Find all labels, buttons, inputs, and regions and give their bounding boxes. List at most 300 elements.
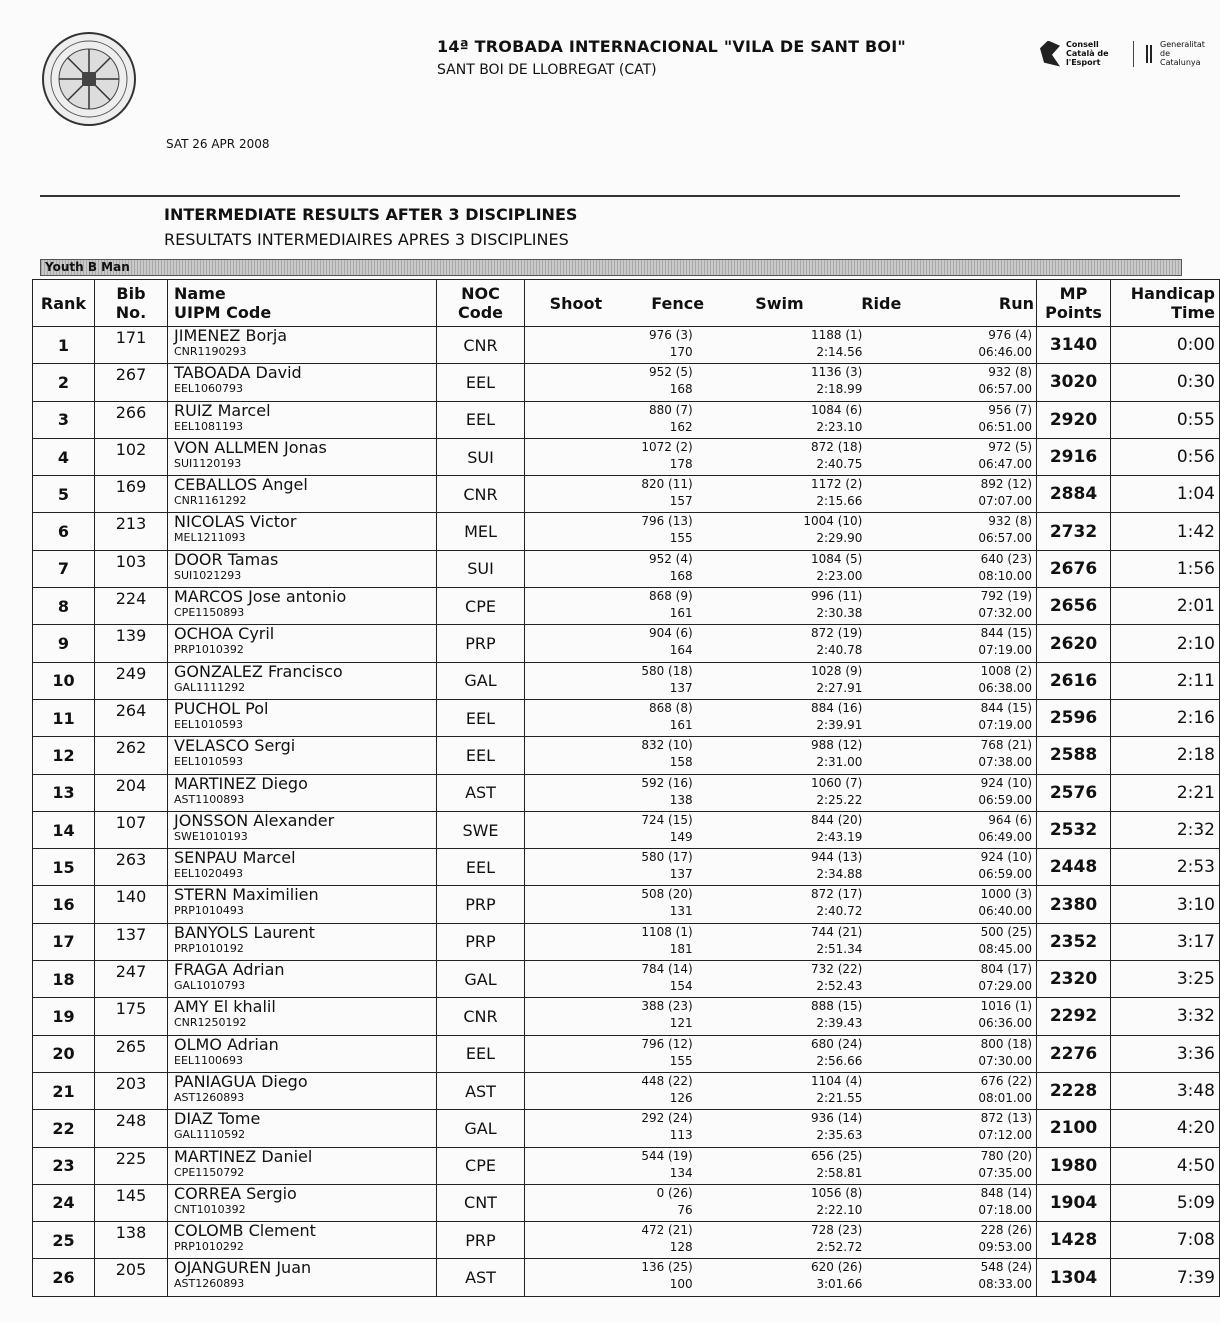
run-result: 780 (20) 07:35.00 [978, 1148, 1033, 1180]
shoot-result: 868 (9) 161 [648, 589, 693, 621]
swim-result: 1136 (3) 2:18.99 [810, 365, 863, 397]
handicap-cell: 0:55 [1111, 401, 1220, 438]
mp-points-cell: 2588 [1037, 737, 1111, 774]
federation-logo [40, 30, 138, 128]
name-cell [168, 588, 437, 625]
mp-points-cell: 2228 [1037, 1072, 1111, 1109]
uipm-code: CPE1150893 [174, 606, 245, 620]
handicap-cell: 4:20 [1111, 1110, 1220, 1147]
shoot-result: 448 (22) 126 [641, 1073, 693, 1105]
uipm-code: PRP1010493 [174, 904, 244, 918]
rank-cell: 1 [33, 327, 95, 364]
bib-cell: 140 [95, 886, 168, 923]
mp-points-cell: 2620 [1037, 625, 1111, 662]
mp-points-cell: 2916 [1037, 438, 1111, 475]
athlete-name: VON ALLMEN Jonas [174, 437, 327, 457]
athlete-name: AMY El khalil [174, 997, 276, 1017]
col-handicap: Handicap Time [1111, 280, 1220, 327]
mp-points-cell: 2676 [1037, 550, 1111, 587]
mp-points-cell: 3140 [1037, 327, 1111, 364]
athlete-name: DIAZ Tome [174, 1109, 261, 1129]
noc-cell: SWE [437, 811, 525, 848]
uipm-code: GAL1010793 [174, 979, 246, 993]
shoot-result: 820 (11) 157 [641, 477, 693, 509]
noc-cell: EEL [437, 737, 525, 774]
name-cell [168, 1035, 437, 1072]
noc-cell: CPE [437, 1147, 525, 1184]
name-cell [168, 923, 437, 960]
run-result: 848 (14) 07:18.00 [978, 1185, 1033, 1217]
mp-points-cell: 2616 [1037, 662, 1111, 699]
noc-cell: GAL [437, 961, 525, 998]
table-row [33, 1222, 1220, 1259]
results-table [32, 279, 1220, 1297]
run-result: 964 (6) 06:49.00 [978, 812, 1033, 844]
athlete-name: MARTINEZ Diego [174, 773, 308, 793]
shoot-result: 1108 (1) 181 [641, 924, 693, 956]
table-row [33, 886, 1220, 923]
run-result: 844 (15) 07:19.00 [978, 626, 1033, 658]
col-disciplines [525, 280, 1037, 327]
table-row [33, 737, 1220, 774]
shoot-result: 508 (20) 131 [641, 887, 693, 919]
shoot-result: 784 (14) 154 [641, 962, 693, 994]
run-result: 792 (19) 07:32.00 [978, 589, 1033, 621]
shoot-result: 796 (12) 155 [641, 1036, 693, 1068]
table-row [33, 1110, 1220, 1147]
run-result: 976 (4) 06:46.00 [978, 328, 1033, 359]
run-result: 932 (8) 06:57.00 [978, 365, 1033, 397]
run-result: 956 (7) 06:51.00 [978, 402, 1033, 434]
uipm-code: EEL1060793 [174, 382, 244, 396]
noc-cell: AST [437, 1259, 525, 1296]
run-result: 676 (22) 08:01.00 [978, 1073, 1033, 1105]
run-result: 640 (23) 08:10.00 [978, 551, 1033, 583]
uipm-code: AST1100893 [174, 792, 245, 806]
uipm-code: CNT1010392 [174, 1202, 246, 1216]
col-swim: Swim [755, 293, 804, 313]
handicap-cell: 7:08 [1111, 1222, 1220, 1259]
mp-points-cell: 2732 [1037, 513, 1111, 550]
bib-cell: 213 [95, 513, 168, 550]
swim-result: 1104 (4) 2:21.55 [810, 1073, 863, 1105]
shoot-result: 904 (6) 164 [648, 626, 693, 658]
shoot-result: 952 (4) 168 [648, 551, 693, 583]
noc-cell: CNR [437, 998, 525, 1035]
shoot-result: 0 (26) 76 [656, 1185, 693, 1217]
handicap-cell: 3:25 [1111, 961, 1220, 998]
bib-cell: 137 [95, 923, 168, 960]
handicap-cell: 3:17 [1111, 923, 1220, 960]
mp-points-cell: 1980 [1037, 1147, 1111, 1184]
discipline-cell [525, 401, 1037, 438]
shoot-result: 952 (5) 168 [648, 365, 693, 397]
swim-result: 728 (23) 2:52.72 [810, 1223, 863, 1255]
handicap-cell: 2:53 [1111, 849, 1220, 886]
athlete-name: JIMENEZ Borja [174, 326, 288, 345]
uipm-code: AST1260893 [174, 1277, 245, 1291]
swim-result: 996 (11) 2:30.38 [810, 589, 863, 621]
table-row [33, 1072, 1220, 1109]
noc-cell: EEL [437, 364, 525, 401]
mp-points-cell: 2920 [1037, 401, 1111, 438]
name-cell [168, 1222, 437, 1259]
swim-result: 1084 (5) 2:23.00 [810, 551, 863, 583]
handicap-cell: 0:56 [1111, 438, 1220, 475]
col-shoot: Shoot [549, 293, 603, 313]
run-result: 1008 (2) 06:38.00 [978, 663, 1033, 695]
name-cell [168, 476, 437, 513]
bib-cell: 204 [95, 774, 168, 811]
shoot-result: 868 (8) 161 [648, 700, 693, 732]
run-result: 228 (26) 09:53.00 [978, 1223, 1033, 1255]
handicap-cell: 2:18 [1111, 737, 1220, 774]
handicap-cell: 3:48 [1111, 1072, 1220, 1109]
bib-cell: 264 [95, 699, 168, 736]
uipm-code: CNR1190293 [174, 345, 247, 358]
noc-cell: MEL [437, 513, 525, 550]
rank-cell: 20 [33, 1035, 95, 1072]
athlete-name: GONZALEZ Francisco [174, 661, 343, 681]
rank-cell: 17 [33, 923, 95, 960]
name-cell [168, 1147, 437, 1184]
discipline-cell [525, 476, 1037, 513]
rank-cell: 6 [33, 513, 95, 550]
athlete-name: RUIZ Marcel [174, 400, 271, 420]
shoot-result: 592 (16) 138 [641, 775, 693, 807]
name-cell [168, 886, 437, 923]
bib-cell: 249 [95, 662, 168, 699]
bib-cell: 171 [95, 327, 168, 364]
table-row [33, 625, 1220, 662]
uipm-code: CNR1161292 [174, 494, 247, 508]
rank-cell: 9 [33, 625, 95, 662]
shoot-result: 472 (21) 128 [641, 1223, 693, 1255]
handicap-cell: 7:39 [1111, 1259, 1220, 1296]
run-result: 844 (15) 07:19.00 [978, 700, 1033, 732]
bib-cell: 262 [95, 737, 168, 774]
name-cell [168, 774, 437, 811]
handicap-cell: 1:04 [1111, 476, 1220, 513]
discipline-cell [525, 1222, 1037, 1259]
noc-cell: CNT [437, 1184, 525, 1221]
discipline-cell [525, 961, 1037, 998]
discipline-cell [525, 625, 1037, 662]
rank-cell: 13 [33, 774, 95, 811]
col-noc: NOC Code [437, 280, 525, 327]
col-bib: Bib No. [95, 280, 168, 327]
uipm-code: EEL1081193 [174, 419, 244, 433]
discipline-cell [525, 364, 1037, 401]
discipline-cell [525, 1184, 1037, 1221]
rank-cell: 4 [33, 438, 95, 475]
mp-points-cell: 1904 [1037, 1184, 1111, 1221]
handicap-cell: 2:01 [1111, 588, 1220, 625]
table-row [33, 774, 1220, 811]
rank-cell: 18 [33, 961, 95, 998]
rank-cell: 7 [33, 550, 95, 587]
uipm-code: PRP1010392 [174, 643, 244, 657]
col-run: Run [998, 293, 1034, 313]
run-result: 892 (12) 07:07.00 [978, 477, 1033, 509]
category-label: Youth B Man [45, 260, 130, 274]
discipline-cell [525, 1072, 1037, 1109]
bib-cell: 265 [95, 1035, 168, 1072]
uipm-code: GAL1110592 [174, 1128, 246, 1142]
handicap-cell: 1:42 [1111, 513, 1220, 550]
run-result: 924 (10) 06:59.00 [978, 775, 1033, 807]
athlete-name: VELASCO Sergi [174, 736, 296, 756]
athlete-name: COLOMB Clement [174, 1221, 316, 1241]
run-result: 932 (8) 06:57.00 [978, 514, 1033, 546]
noc-cell: PRP [437, 886, 525, 923]
discipline-cell [525, 811, 1037, 848]
uipm-code: PRP1010192 [174, 941, 244, 955]
rank-cell: 10 [33, 662, 95, 699]
table-row [33, 699, 1220, 736]
handicap-cell: 3:10 [1111, 886, 1220, 923]
swim-result: 936 (14) 2:35.63 [810, 1111, 863, 1143]
generalitat-logo-icon [1146, 45, 1154, 63]
uipm-code: PRP1010292 [174, 1240, 244, 1254]
sponsor-divider [1133, 41, 1134, 67]
uipm-code: CNR1250192 [174, 1016, 247, 1030]
bib-cell: 102 [95, 438, 168, 475]
table-row [33, 327, 1220, 364]
name-cell [168, 327, 437, 364]
shoot-result: 880 (7) 162 [648, 402, 693, 434]
col-rank: Rank [33, 280, 95, 327]
uipm-code: SUI1021293 [174, 568, 242, 582]
athlete-name: FRAGA Adrian [174, 960, 285, 980]
name-cell [168, 1184, 437, 1221]
handicap-cell: 2:10 [1111, 625, 1220, 662]
noc-cell: PRP [437, 625, 525, 662]
results-title: INTERMEDIATE RESULTS AFTER 3 DISCIPLINES [164, 205, 578, 224]
shoot-result: 388 (23) 121 [641, 999, 693, 1031]
run-result: 972 (5) 06:47.00 [978, 439, 1033, 471]
bib-cell: 203 [95, 1072, 168, 1109]
mp-points-cell: 1304 [1037, 1259, 1111, 1296]
bib-cell: 138 [95, 1222, 168, 1259]
swim-result: 872 (19) 2:40.78 [810, 626, 863, 658]
noc-cell: PRP [437, 923, 525, 960]
shoot-result: 544 (19) 134 [641, 1148, 693, 1180]
name-cell [168, 662, 437, 699]
run-result: 1016 (1) 06:36.00 [978, 999, 1033, 1031]
shoot-result: 580 (18) 137 [641, 663, 693, 695]
sponsor-logos [1040, 40, 1205, 67]
swim-result: 656 (25) 2:58.81 [810, 1148, 863, 1180]
category-band [40, 259, 1182, 276]
table-row [33, 662, 1220, 699]
athlete-name: OCHOA Cyril [174, 624, 275, 644]
sponsor-1: Consell Català de l'Esport [1066, 40, 1109, 67]
table-row [33, 513, 1220, 550]
swim-result: 872 (18) 2:40.75 [810, 439, 863, 471]
name-cell [168, 737, 437, 774]
mp-points-cell: 2596 [1037, 699, 1111, 736]
shoot-result: 976 (3) 170 [648, 328, 693, 359]
name-cell [168, 1110, 437, 1147]
col-ride: Ride [861, 293, 902, 313]
rank-cell: 12 [33, 737, 95, 774]
table-row [33, 811, 1220, 848]
discipline-cell [525, 774, 1037, 811]
rank-cell: 11 [33, 699, 95, 736]
discipline-cell [525, 588, 1037, 625]
bib-cell: 224 [95, 588, 168, 625]
bib-cell: 107 [95, 811, 168, 848]
rank-cell: 5 [33, 476, 95, 513]
mp-points-cell: 1428 [1037, 1222, 1111, 1259]
rank-cell: 14 [33, 811, 95, 848]
name-cell [168, 625, 437, 662]
handicap-cell: 4:50 [1111, 1147, 1220, 1184]
athlete-name: OJANGUREN Juan [174, 1258, 312, 1278]
mp-points-cell: 2352 [1037, 923, 1111, 960]
bib-cell: 145 [95, 1184, 168, 1221]
swim-result: 872 (17) 2:40.72 [810, 887, 863, 919]
noc-cell: SUI [437, 550, 525, 587]
shoot-result: 1072 (2) 178 [641, 439, 693, 471]
run-result: 872 (13) 07:12.00 [978, 1111, 1033, 1143]
athlete-name: MARCOS Jose antonio [174, 587, 347, 607]
noc-cell: AST [437, 774, 525, 811]
table-row [33, 1184, 1220, 1221]
shoot-result: 136 (25) 100 [641, 1260, 693, 1292]
noc-cell: EEL [437, 401, 525, 438]
discipline-cell [525, 1147, 1037, 1184]
bib-cell: 266 [95, 401, 168, 438]
header-divider [40, 195, 1180, 197]
col-name: Name UIPM Code [168, 280, 437, 327]
table-row [33, 849, 1220, 886]
run-result: 800 (18) 07:30.00 [978, 1036, 1033, 1068]
sponsor-2: Generalitat de Catalunya [1160, 40, 1205, 67]
rank-cell: 26 [33, 1259, 95, 1296]
uipm-code: EEL1100693 [174, 1053, 244, 1067]
rank-cell: 24 [33, 1184, 95, 1221]
shoot-result: 796 (13) 155 [641, 514, 693, 546]
col-fence: Fence [651, 293, 705, 313]
noc-cell: SUI [437, 438, 525, 475]
noc-cell: EEL [437, 849, 525, 886]
swim-result: 1056 (8) 2:22.10 [810, 1185, 863, 1217]
name-cell [168, 811, 437, 848]
discipline-cell [525, 1259, 1037, 1296]
swim-result: 1172 (2) 2:15.66 [810, 477, 863, 509]
handicap-cell: 1:56 [1111, 550, 1220, 587]
run-result: 500 (25) 08:45.00 [978, 924, 1033, 956]
noc-cell: EEL [437, 699, 525, 736]
rank-cell: 19 [33, 998, 95, 1035]
handicap-cell: 5:09 [1111, 1184, 1220, 1221]
uipm-code: EEL1020493 [174, 867, 244, 881]
name-cell [168, 364, 437, 401]
run-result: 1000 (3) 06:40.00 [978, 887, 1033, 919]
swim-result: 844 (20) 2:43.19 [810, 812, 863, 844]
consell-logo-icon [1040, 41, 1060, 67]
table-row [33, 923, 1220, 960]
bib-cell: 248 [95, 1110, 168, 1147]
noc-cell: CPE [437, 588, 525, 625]
event-title: 14ª TROBADA INTERNACIONAL "VILA DE SANT BOI" [437, 37, 906, 56]
uipm-code: SUI1120193 [174, 456, 242, 470]
bib-cell: 225 [95, 1147, 168, 1184]
athlete-name: OLMO Adrian [174, 1034, 279, 1054]
name-cell [168, 699, 437, 736]
swim-result: 680 (24) 2:56.66 [810, 1036, 863, 1068]
swim-result: 988 (12) 2:31.00 [810, 738, 863, 770]
discipline-cell [525, 998, 1037, 1035]
athlete-name: SENPAU Marcel [174, 848, 296, 868]
noc-cell: GAL [437, 1110, 525, 1147]
uipm-code: CPE1150792 [174, 1165, 245, 1179]
table-row [33, 476, 1220, 513]
swim-result: 620 (26) 3:01.66 [810, 1260, 863, 1292]
athlete-name: STERN Maximilien [174, 885, 319, 905]
swim-result: 1028 (9) 2:27.91 [810, 663, 863, 695]
athlete-name: DOOR Tamas [174, 549, 279, 569]
mp-points-cell: 2576 [1037, 774, 1111, 811]
discipline-cell [525, 923, 1037, 960]
run-result: 548 (24) 08:33.00 [978, 1260, 1033, 1292]
table-row [33, 1147, 1220, 1184]
athlete-name: CORREA Sergio [174, 1183, 297, 1203]
discipline-cell [525, 1035, 1037, 1072]
mp-points-cell: 2320 [1037, 961, 1111, 998]
rank-cell: 15 [33, 849, 95, 886]
noc-cell: GAL [437, 662, 525, 699]
name-cell [168, 550, 437, 587]
mp-points-cell: 2100 [1037, 1110, 1111, 1147]
handicap-cell: 3:36 [1111, 1035, 1220, 1072]
col-mp-points: MP Points [1037, 280, 1111, 327]
mp-points-cell: 2292 [1037, 998, 1111, 1035]
run-result: 804 (17) 07:29.00 [978, 962, 1033, 994]
swim-result: 1060 (7) 2:25.22 [810, 775, 863, 807]
table-row [33, 1259, 1220, 1296]
rank-cell: 8 [33, 588, 95, 625]
swim-result: 744 (21) 2:51.34 [810, 924, 863, 956]
table-row [33, 588, 1220, 625]
uipm-code: SWE1010193 [174, 829, 248, 843]
table-row [33, 550, 1220, 587]
rank-cell: 23 [33, 1147, 95, 1184]
noc-cell: AST [437, 1072, 525, 1109]
name-cell [168, 1072, 437, 1109]
uipm-code: GAL1111292 [174, 680, 246, 694]
swim-result: 884 (16) 2:39.91 [810, 700, 863, 732]
shoot-result: 580 (17) 137 [641, 850, 693, 882]
athlete-name: PANIAGUA Diego [174, 1071, 308, 1091]
mp-points-cell: 3020 [1037, 364, 1111, 401]
swim-result: 732 (22) 2:52.43 [810, 962, 863, 994]
bib-cell: 175 [95, 998, 168, 1035]
discipline-cell [525, 550, 1037, 587]
bib-cell: 263 [95, 849, 168, 886]
discipline-cell [525, 438, 1037, 475]
rank-cell: 3 [33, 401, 95, 438]
athlete-name: CEBALLOS Angel [174, 475, 308, 495]
mp-points-cell: 2448 [1037, 849, 1111, 886]
discipline-cell [525, 662, 1037, 699]
event-date: SAT 26 APR 2008 [166, 137, 270, 151]
header-row [33, 280, 1220, 327]
rank-cell: 21 [33, 1072, 95, 1109]
swim-result: 1004 (10) 2:29.90 [803, 514, 863, 546]
